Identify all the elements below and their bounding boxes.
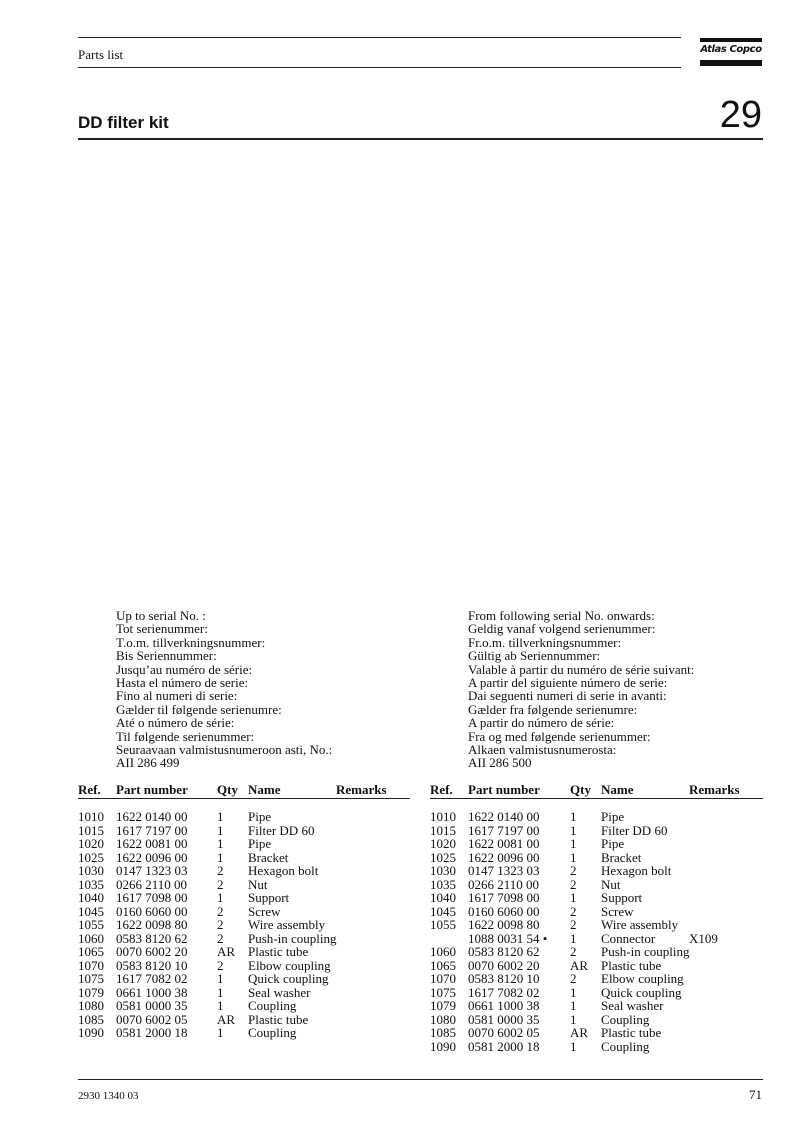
name-cell: Support (248, 890, 290, 905)
name-cell: Quick coupling (248, 971, 329, 986)
name-cell: Screw (601, 903, 634, 919)
qty-cell: 1 (570, 836, 577, 851)
table-row (78, 985, 410, 999)
table-row (430, 904, 763, 918)
qty-cell: 2 (570, 917, 577, 932)
name-cell: Push-in coupling (248, 930, 337, 946)
page-number: 71 (749, 1087, 762, 1102)
qty-cell: 1 (570, 1038, 577, 1054)
table-row (78, 944, 410, 958)
table-row (78, 904, 410, 918)
table-row (78, 958, 410, 972)
ref-cell: 1055 (78, 917, 104, 932)
ref-cell: 1025 (78, 849, 104, 865)
ref-cell: 1020 (78, 836, 104, 851)
part-number-cell: 1617 7082 02 (468, 984, 540, 1000)
ref-cell: 1060 (430, 944, 456, 959)
table-row (430, 1025, 763, 1039)
ref-cell: 1055 (430, 917, 456, 932)
right-header-rule (430, 798, 763, 799)
table-row (430, 877, 763, 891)
serial-line: Up to serial No. : (116, 608, 206, 623)
brand-logo-text: Atlas Copco (700, 44, 762, 55)
part-number-cell: 1088 0031 54 • (468, 930, 548, 946)
table-row (430, 809, 763, 823)
part-number-cell: 0581 0000 35 (468, 1011, 540, 1027)
name-cell: Pipe (248, 836, 272, 851)
part-number-cell: 0581 2000 18 (116, 1025, 188, 1040)
qty-cell: 1 (217, 998, 224, 1013)
name-cell: Hexagon bolt (601, 863, 672, 878)
name-cell: Bracket (601, 849, 642, 865)
header-remarks: Remarks (689, 782, 740, 797)
serial-line: A partir do número de série: (468, 715, 615, 731)
left-header-rule (78, 798, 410, 799)
qty-cell: 1 (217, 984, 224, 1000)
table-row (430, 823, 763, 837)
qty-cell: 2 (570, 863, 577, 878)
name-cell: Nut (248, 876, 268, 892)
right-table-header (430, 782, 763, 797)
part-number-cell: 0661 1000 38 (116, 984, 188, 1000)
name-cell: Bracket (248, 849, 289, 865)
serial-line: Valable à partir du numéro de série suivant: (468, 661, 695, 677)
name-cell: Coupling (601, 1038, 650, 1054)
serial-line: Fr.o.m. tillverkningsnummer: (468, 634, 622, 650)
part-number-cell: 0581 0000 35 (116, 998, 188, 1013)
part-number-cell: 1617 7098 00 (468, 890, 540, 905)
section-title: DD filter kit (78, 113, 169, 132)
qty-cell: 1 (217, 822, 224, 838)
header-part-number: Part number (468, 782, 540, 797)
header-rule-bottom (78, 67, 681, 68)
name-cell: Nut (601, 876, 621, 892)
ref-cell: 1030 (78, 863, 104, 878)
qty-cell: 1 (217, 971, 224, 986)
part-number-cell: 1617 7197 00 (468, 822, 540, 838)
qty-cell: 2 (217, 863, 224, 878)
title-rule (78, 138, 763, 140)
serial-line: Fino al numeri di serie: (116, 688, 238, 704)
part-number-cell: 0147 1323 03 (116, 863, 188, 878)
serial-line: Til følgende serienummer: (116, 728, 255, 744)
part-number-cell: 1622 0081 00 (468, 836, 540, 851)
right-parts-table (430, 809, 763, 1052)
header-ref: Ref. (78, 782, 101, 797)
part-number-cell: 0160 6060 00 (116, 903, 188, 919)
table-row (78, 917, 410, 931)
ref-cell: 1060 (78, 930, 104, 946)
ref-cell: 1015 (78, 822, 104, 838)
part-number-cell: 1617 7197 00 (116, 822, 188, 838)
part-number-cell: 0160 6060 00 (468, 903, 540, 919)
part-number-cell: 0583 8120 62 (468, 944, 540, 959)
table-row (78, 850, 410, 864)
header-qty: Qty (217, 782, 238, 797)
name-cell: Seal washer (601, 998, 664, 1013)
table-row (430, 944, 763, 958)
brand-logo (700, 38, 762, 68)
table-row (78, 823, 410, 837)
table-row (430, 1012, 763, 1026)
table-row (430, 863, 763, 877)
name-cell: Plastic tube (601, 957, 662, 973)
table-row (430, 1039, 763, 1053)
name-cell: Coupling (248, 998, 297, 1013)
part-number-cell: 0581 2000 18 (468, 1038, 540, 1054)
part-number-cell: 0266 2110 00 (116, 876, 188, 892)
qty-cell: 1 (217, 1025, 224, 1040)
part-number-cell: 0266 2110 00 (468, 876, 540, 892)
part-number-cell: 1622 0098 80 (468, 917, 540, 932)
document-number: 2930 1340 03 (78, 1090, 139, 1102)
ref-cell: 1030 (430, 863, 456, 878)
qty-cell: 2 (217, 917, 224, 932)
qty-cell: 1 (217, 836, 224, 851)
qty-cell: 2 (217, 957, 224, 973)
serial-line: Até o número de série: (116, 715, 235, 731)
qty-cell: 1 (570, 984, 577, 1000)
part-number-cell: 0070 6002 20 (116, 944, 188, 959)
name-cell: Pipe (601, 836, 625, 851)
table-row (78, 998, 410, 1012)
table-row (430, 890, 763, 904)
header-remarks: Remarks (336, 782, 387, 797)
name-cell: Hexagon bolt (248, 863, 319, 878)
qty-cell: 1 (217, 849, 224, 865)
qty-cell: AR (570, 1025, 589, 1040)
part-number-cell: 1622 0140 00 (116, 809, 188, 824)
part-number-cell: 0583 8120 62 (116, 930, 188, 946)
ref-cell: 1070 (78, 957, 104, 973)
footer-rule (78, 1079, 763, 1080)
ref-cell: 1035 (430, 876, 456, 892)
qty-cell: AR (570, 957, 589, 973)
name-cell: Filter DD 60 (601, 822, 668, 838)
qty-cell: 1 (570, 998, 577, 1013)
name-cell: Pipe (601, 809, 625, 824)
part-number-cell: 0661 1000 38 (468, 998, 540, 1013)
ref-cell: 1010 (78, 809, 104, 824)
table-row (78, 931, 410, 945)
table-row (430, 958, 763, 972)
name-cell: Connector (601, 930, 656, 946)
qty-cell: 1 (570, 930, 577, 946)
name-cell: Coupling (248, 1025, 297, 1040)
header-qty: Qty (570, 782, 591, 797)
table-row (430, 836, 763, 850)
header-name: Name (601, 782, 634, 797)
table-row (78, 877, 410, 891)
name-cell: Elbow coupling (601, 971, 684, 986)
name-cell: Seal washer (248, 984, 311, 1000)
ref-cell: 1010 (430, 809, 456, 824)
serial-line: From following serial No. onwards: (468, 608, 655, 623)
left-parts-table (78, 809, 410, 1039)
part-number-cell: 0583 8120 10 (116, 957, 188, 973)
table-row (78, 1012, 410, 1026)
qty-cell: 2 (217, 930, 224, 946)
name-cell: Screw (248, 903, 281, 919)
ref-cell: 1045 (78, 903, 104, 919)
serial-line: Gælder fra følgende serienumre: (468, 701, 638, 717)
name-cell: Elbow coupling (248, 957, 331, 973)
table-row (78, 863, 410, 877)
name-cell: Quick coupling (601, 984, 682, 1000)
serial-line: Hasta el número de serie: (116, 675, 249, 691)
part-number-cell: 1617 7098 00 (116, 890, 188, 905)
qty-cell: AR (217, 944, 236, 959)
right-serial-block (468, 609, 694, 770)
table-row (78, 809, 410, 823)
name-cell: Filter DD 60 (248, 822, 315, 838)
name-cell: Plastic tube (248, 1011, 309, 1027)
table-row (430, 971, 763, 985)
table-row (78, 890, 410, 904)
qty-cell: 1 (570, 890, 577, 905)
serial-line: Bis Seriennummer: (116, 648, 217, 664)
part-number-cell: 1622 0096 00 (116, 849, 188, 865)
name-cell: Pipe (248, 809, 272, 824)
serial-line: Dai seguenti numeri di serie in avanti: (468, 688, 667, 704)
part-number-cell: 0070 6002 05 (116, 1011, 188, 1027)
name-cell: Wire assembly (601, 917, 679, 932)
table-row (430, 917, 763, 931)
ref-cell: 1015 (430, 822, 456, 838)
serial-line: Geldig vanaf volgend serienummer: (468, 621, 656, 637)
serial-line: AII 286 500 (468, 755, 532, 771)
table-row (78, 1025, 410, 1039)
part-number-cell: 0583 8120 10 (468, 971, 540, 986)
header-name: Name (248, 782, 281, 797)
ref-cell: 1040 (78, 890, 104, 905)
part-number-cell: 0147 1323 03 (468, 863, 540, 878)
serial-line: Alkaen valmistusnumerosta: (468, 742, 617, 758)
qty-cell: 2 (570, 944, 577, 959)
name-cell: Plastic tube (601, 1025, 662, 1040)
ref-cell: 1079 (78, 984, 104, 1000)
left-serial-block (116, 609, 332, 770)
section-number: 29 (719, 94, 762, 136)
part-number-cell: 1622 0140 00 (468, 809, 540, 824)
qty-cell: 1 (217, 890, 224, 905)
ref-cell: 1085 (78, 1011, 104, 1027)
name-cell: Plastic tube (248, 944, 309, 959)
qty-cell: 1 (570, 1011, 577, 1027)
qty-cell: 2 (570, 876, 577, 892)
part-number-cell: 1622 0096 00 (468, 849, 540, 865)
qty-cell: 1 (570, 809, 577, 824)
qty-cell: 1 (217, 809, 224, 824)
ref-cell: 1065 (78, 944, 104, 959)
ref-cell: 1085 (430, 1025, 456, 1040)
ref-cell: 1075 (430, 984, 456, 1000)
remarks-cell: X109 (689, 930, 718, 946)
serial-line: Fra og med følgende serienummer: (468, 728, 651, 744)
header-part-number: Part number (116, 782, 188, 797)
table-row (430, 931, 763, 945)
serial-line: Gültig ab Seriennummer: (468, 648, 601, 664)
name-cell: Support (601, 890, 643, 905)
ref-cell: 1080 (430, 1011, 456, 1027)
part-number-cell: 1622 0098 80 (116, 917, 188, 932)
part-number-cell: 0070 6002 05 (468, 1025, 540, 1040)
part-number-cell: 1622 0081 00 (116, 836, 188, 851)
table-row (430, 985, 763, 999)
ref-cell: 1040 (430, 890, 456, 905)
ref-cell: 1035 (78, 876, 104, 892)
table-row (78, 971, 410, 985)
ref-cell: 1045 (430, 903, 456, 919)
qty-cell: AR (217, 1011, 236, 1027)
serial-line: Seuraavaan valmistusnumeroon asti, No.: (116, 742, 333, 758)
ref-cell: 1065 (430, 957, 456, 973)
ref-cell: 1020 (430, 836, 456, 851)
table-row (430, 850, 763, 864)
serial-line: Tot serienummer: (116, 621, 208, 637)
qty-cell: 1 (570, 822, 577, 838)
qty-cell: 2 (217, 903, 224, 919)
ref-cell: 1079 (430, 998, 456, 1013)
name-cell: Coupling (601, 1011, 650, 1027)
name-cell: Push-in coupling (601, 944, 690, 959)
header-rule-top (78, 37, 681, 38)
table-row (78, 836, 410, 850)
ref-cell: 1090 (78, 1025, 104, 1040)
ref-cell: 1070 (430, 971, 456, 986)
qty-cell: 2 (217, 876, 224, 892)
ref-cell: 1080 (78, 998, 104, 1013)
serial-line: T.o.m. tillverkningsnummer: (116, 634, 266, 650)
qty-cell: 2 (570, 971, 577, 986)
header-ref: Ref. (430, 782, 453, 797)
ref-cell: 1090 (430, 1038, 456, 1054)
part-number-cell: 0070 6002 20 (468, 957, 540, 973)
qty-cell: 2 (570, 903, 577, 919)
header-label: Parts list (78, 47, 124, 62)
serial-line: Gælder til følgende serienumre: (116, 701, 282, 717)
part-number-cell: 1617 7082 02 (116, 971, 188, 986)
serial-line: A partir del siguiente número de serie: (468, 675, 668, 691)
name-cell: Wire assembly (248, 917, 326, 932)
ref-cell: 1075 (78, 971, 104, 986)
table-row (430, 998, 763, 1012)
left-table-header (78, 782, 410, 797)
serial-line: Jusqu’au numéro de série: (116, 661, 253, 677)
ref-cell: 1025 (430, 849, 456, 865)
serial-line: AII 286 499 (116, 755, 180, 771)
qty-cell: 1 (570, 849, 577, 865)
